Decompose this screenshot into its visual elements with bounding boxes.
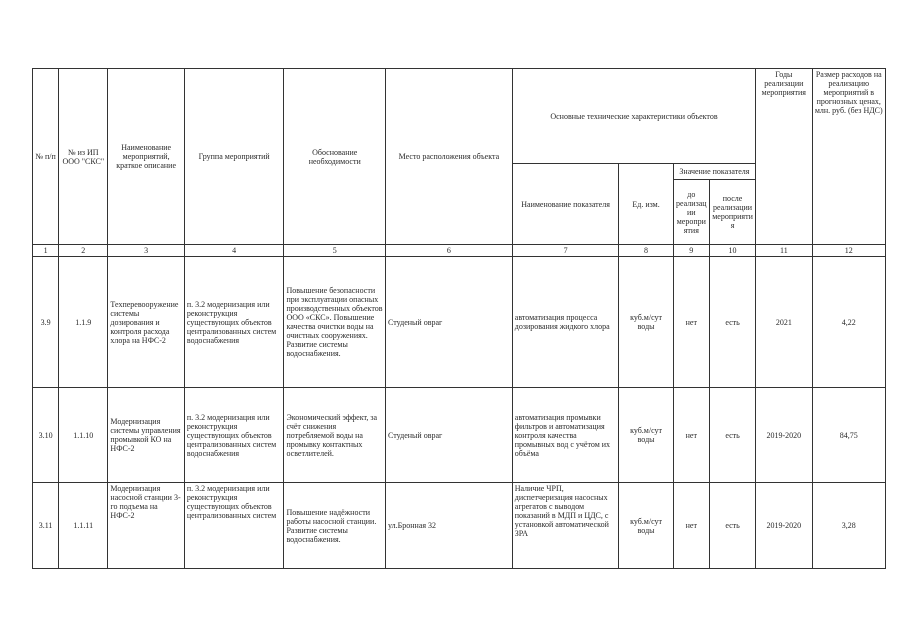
column-number: 5: [284, 245, 386, 257]
header-value: Значение показателя: [673, 164, 755, 180]
row-cost: 3,28: [812, 483, 886, 569]
row-measure-name: Модернизация системы управления промывкой КО на НФС-2: [108, 388, 184, 483]
row-group: п. 3.2 модернизация или реконструкция существующих объектов централизованных систем водоснабжения: [184, 388, 284, 483]
column-number: 8: [619, 245, 673, 257]
header-unit: Ед. изм.: [619, 164, 673, 245]
row-place: ул.Бронная 32: [386, 483, 513, 569]
column-number: 4: [184, 245, 284, 257]
row-indicator: Наличие ЧРП, диспетчеризация насосных агрегатов с выводом показаний в МДП и ЦДС, с установкой автоматической ЗРА: [512, 483, 619, 569]
row-group: п. 3.2 модернизация или реконструкция существующих объектов централизованных систем: [184, 483, 284, 569]
column-number: 6: [386, 245, 513, 257]
row-cost: 84,75: [812, 388, 886, 483]
table-row: [33, 257, 886, 388]
column-number-row: [33, 245, 886, 257]
row-group: п. 3.2 модернизация или реконструкция существующих объектов централизованных систем водоснабжения: [184, 257, 284, 388]
column-number: 7: [512, 245, 619, 257]
row-before: нет: [673, 388, 709, 483]
row-measure-name: Модернизация насосной станции 3-го подъема на НФС-2: [108, 483, 184, 569]
header-tech-characteristics: Основные технические характеристики объектов: [512, 69, 755, 164]
row-after: есть: [709, 483, 755, 569]
header-number: № п/п: [33, 69, 59, 245]
row-place: Студеный овраг: [386, 257, 513, 388]
table-row: [33, 483, 886, 569]
row-place: Студеный овраг: [386, 388, 513, 483]
row-after: есть: [709, 388, 755, 483]
row-number: 3.11: [33, 483, 59, 569]
row-before: нет: [673, 483, 709, 569]
column-number: 3: [108, 245, 184, 257]
row-measure-name: Техперевооружение системы дозирования и контроля расхода хлора на НФС-2: [108, 257, 184, 388]
measures-table: [32, 68, 886, 569]
row-ip-number: 1.1.11: [59, 483, 108, 569]
header-ip-number: № из ИП ООО "СКС": [59, 69, 108, 245]
row-after: есть: [709, 257, 755, 388]
header-group: Группа мероприятий: [184, 69, 284, 245]
header-row-main: [33, 69, 886, 164]
document-page: [32, 68, 886, 569]
table-row: [33, 388, 886, 483]
header-before: до реализации мероприятия: [673, 180, 709, 245]
row-number: 3.9: [33, 257, 59, 388]
column-number: 11: [756, 245, 812, 257]
row-indicator: автоматизация процесса дозирования жидкого хлора: [512, 257, 619, 388]
row-ip-number: 1.1.9: [59, 257, 108, 388]
column-number: 9: [673, 245, 709, 257]
header-measure-name: Наименование мероприятий, краткое описание: [108, 69, 184, 245]
row-reason: Экономический эффект, за счёт снижения потребляемой воды на промывку контактных осветлителей.: [284, 388, 386, 483]
row-before: нет: [673, 257, 709, 388]
row-cost: 4,22: [812, 257, 886, 388]
row-unit: куб.м/сут воды: [619, 257, 673, 388]
header-reason: Обоснование необходимости: [284, 69, 386, 245]
row-years: 2021: [756, 257, 812, 388]
header-after: после реализации мероприятия: [709, 180, 755, 245]
row-ip-number: 1.1.10: [59, 388, 108, 483]
row-years: 2019-2020: [756, 388, 812, 483]
column-number: 2: [59, 245, 108, 257]
row-number: 3.10: [33, 388, 59, 483]
header-cost: Размер расходов на реализацию мероприятий в прогнозных ценах, млн. руб. (без НДС): [812, 69, 886, 245]
row-reason: Повышение надёжности работы насосной станции. Развитие системы водоснабжения.: [284, 483, 386, 569]
header-indicator: Наименование показателя: [512, 164, 619, 245]
row-years: 2019-2020: [756, 483, 812, 569]
row-unit: куб.м/сут воды: [619, 483, 673, 569]
row-indicator: автоматизация промывки фильтров и автоматизация контроля качества промывных вод с учётом их объёма: [512, 388, 619, 483]
row-reason: Повышение безопасности при эксплуатации опасных производственных объектов ООО «СКС». Повышение качества очистки воды на очистных сооружениях. Развитие системы водоснабжения.: [284, 257, 386, 388]
row-unit: куб.м/сут воды: [619, 388, 673, 483]
column-number: 1: [33, 245, 59, 257]
header-years: Годы реализации мероприятия: [756, 69, 812, 245]
column-number: 12: [812, 245, 886, 257]
column-number: 10: [709, 245, 755, 257]
header-place: Место расположения объекта: [386, 69, 513, 245]
